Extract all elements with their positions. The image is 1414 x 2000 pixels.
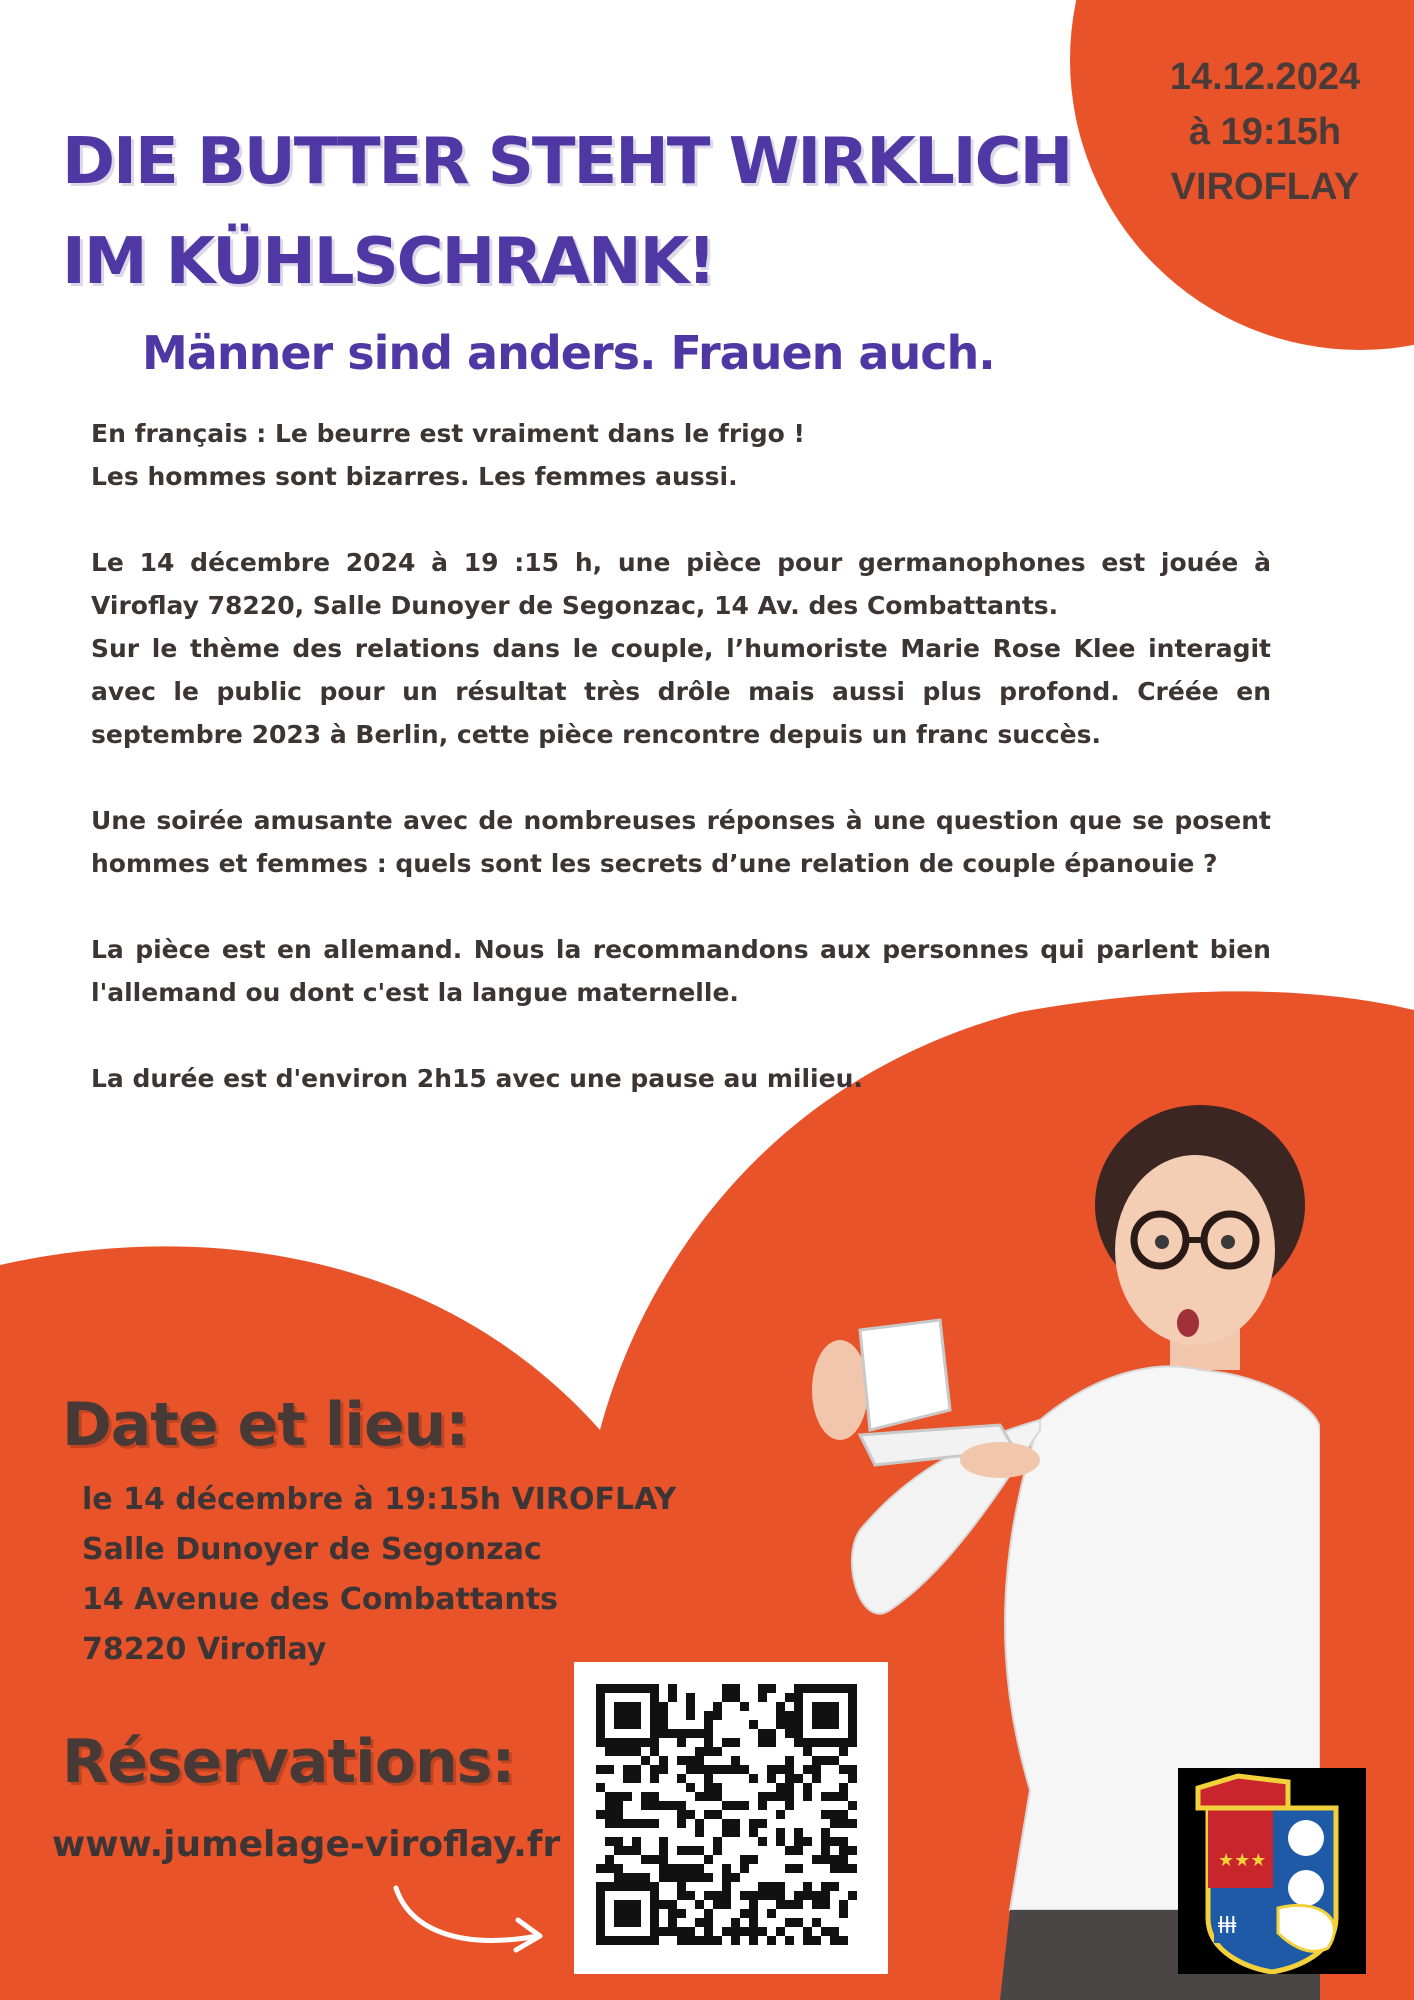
description-paragraph-duration: La durée est d'environ 2h15 avec une pause au milieu. bbox=[91, 1064, 863, 1093]
svg-text:★★★: ★★★ bbox=[1218, 1850, 1267, 1871]
page-title bbox=[62, 112, 1102, 312]
arrow-icon bbox=[390, 1880, 550, 1960]
corner-date-day: 14.12.2024 bbox=[1169, 56, 1361, 98]
corner-date-place: VIROFLAY bbox=[1170, 166, 1360, 208]
venue-date: le 14 décembre à 19:15h VIROFLAY bbox=[82, 1482, 677, 1517]
description-intro bbox=[91, 412, 1271, 498]
description bbox=[91, 412, 1271, 1100]
venue-details bbox=[82, 1475, 682, 1675]
description-intro-line-2: Les hommes sont bizarres. Les femmes aussi. bbox=[91, 462, 738, 491]
title-line-1: DIE BUTTER STEHT WIRKLICH bbox=[62, 125, 1072, 199]
qr-code-card[interactable] bbox=[574, 1662, 888, 1974]
page-subtitle: Männer sind anders. Frauen auch. bbox=[142, 326, 995, 380]
description-paragraph-date: Le 14 décembre 2024 à 19 :15 h, une pièce pour germanophones est jouée à Viroflay 78220, Salle Dunoyer de Segonzac, 14 Av. des Combattants. bbox=[91, 548, 1271, 620]
coat-of-arms-icon bbox=[1178, 1768, 1366, 1974]
venue-city: 78220 Viroflay bbox=[82, 1632, 327, 1667]
description-paragraph-evening: Une soirée amusante avec de nombreuses réponses à une question que se posent hommes et femmes : quels sont les secrets d’une relation de couple épanouie ? bbox=[91, 806, 1271, 878]
reservations-heading: Réservations: bbox=[62, 1727, 515, 1797]
reservations-link[interactable]: www.jumelage-viroflay.fr bbox=[52, 1824, 561, 1865]
venue-heading: Date et lieu: bbox=[62, 1390, 469, 1460]
description-intro-line-1: En français : Le beurre est vraiment dans le frigo ! bbox=[91, 419, 805, 448]
venue-hall: Salle Dunoyer de Segonzac bbox=[82, 1532, 542, 1567]
corner-date bbox=[1130, 50, 1400, 215]
svg-text:ⱡⱡⱡ: ⱡⱡⱡ bbox=[1218, 1914, 1237, 1939]
description-paragraph-theme: Sur le thème des relations dans le couple, l’humoriste Marie Rose Klee interagit avec le public pour un résultat très drôle mais aussi plus profond. Créée en septembre 2023 à Berlin, cette pièce rencontre depuis un franc succès. bbox=[91, 634, 1271, 749]
title-line-2: IM KÜHLSCHRANK! bbox=[62, 225, 715, 299]
qr-code-icon[interactable] bbox=[574, 1662, 888, 1974]
corner-date-time: à 19:15h bbox=[1188, 111, 1342, 153]
description-paragraph-language: La pièce est en allemand. Nous la recommandons aux personnes qui parlent bien l'allemand ou dont c'est la langue maternelle. bbox=[91, 935, 1271, 1007]
venue-street: 14 Avenue des Combattants bbox=[82, 1582, 558, 1617]
